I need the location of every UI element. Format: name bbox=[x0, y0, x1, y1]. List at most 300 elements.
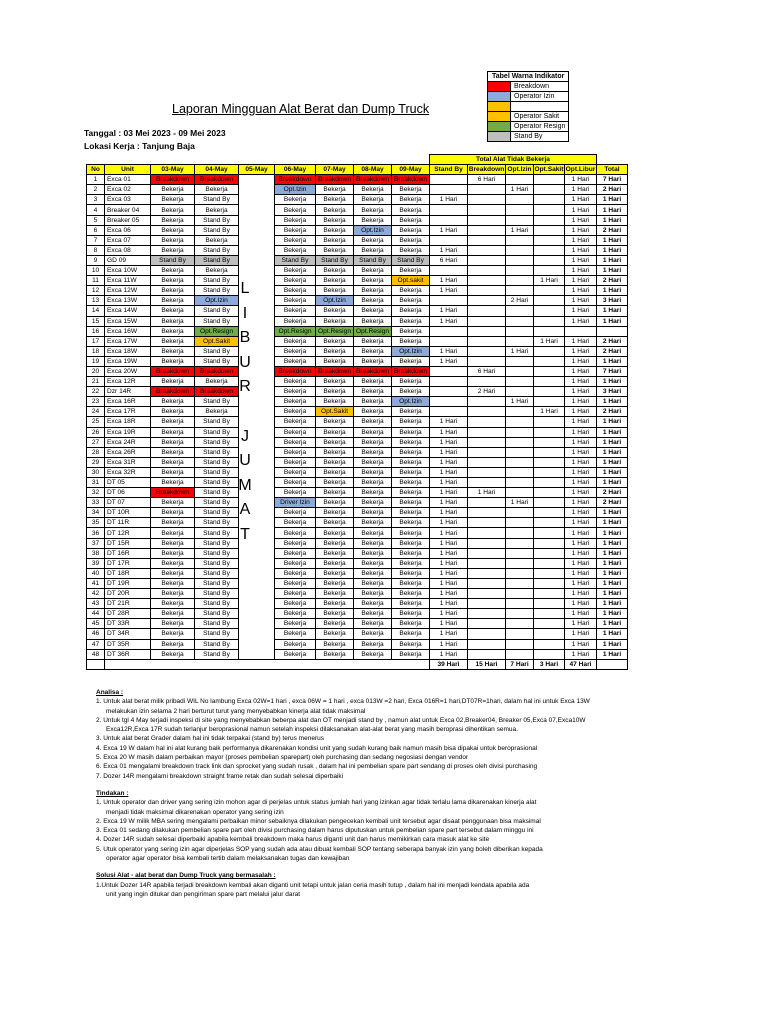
row-total: 1 Hari bbox=[597, 447, 628, 457]
opt-izin-count bbox=[506, 508, 534, 518]
libur-cell bbox=[239, 175, 275, 185]
day-status: Bekerja bbox=[354, 488, 392, 498]
row-total: 1 Hari bbox=[597, 467, 628, 477]
day-status: Bekerja bbox=[316, 457, 354, 467]
day-status: Opt.Izin bbox=[392, 346, 430, 356]
total-opt-libur: 47 Hari bbox=[565, 659, 597, 669]
day-status: Bekerja bbox=[275, 306, 316, 316]
opt-sakit-count bbox=[534, 205, 565, 215]
row-total: 1 Hari bbox=[597, 649, 628, 659]
opt-sakit-count bbox=[534, 447, 565, 457]
day-status: Bekerja bbox=[392, 649, 430, 659]
standby-count bbox=[430, 336, 468, 346]
day-status: Bekerja bbox=[316, 609, 354, 619]
breakdown-count bbox=[468, 498, 506, 508]
group-header-row bbox=[87, 155, 628, 165]
day-status: Bekerja bbox=[275, 578, 316, 588]
day-status: Bekerja bbox=[316, 467, 354, 477]
day-status: Bekerja bbox=[392, 326, 430, 336]
opt-sakit-count bbox=[534, 185, 565, 195]
column-header-row bbox=[87, 165, 628, 175]
opt-sakit-count bbox=[534, 215, 565, 225]
day-status: Bekerja bbox=[316, 336, 354, 346]
breakdown-count bbox=[468, 336, 506, 346]
standby-count: 6 Hari bbox=[430, 255, 468, 265]
opt-libur-count: 1 Hari bbox=[565, 639, 597, 649]
day-status: Bekerja bbox=[151, 195, 195, 205]
opt-izin-count bbox=[506, 457, 534, 467]
day-status: Bekerja bbox=[354, 417, 392, 427]
row-number: 21 bbox=[87, 377, 105, 387]
opt-libur-count: 1 Hari bbox=[565, 215, 597, 225]
opt-libur-count: 1 Hari bbox=[565, 195, 597, 205]
day-status: Bekerja bbox=[275, 639, 316, 649]
opt-libur-count: 1 Hari bbox=[565, 336, 597, 346]
section-gap bbox=[96, 781, 736, 789]
opt-izin-count bbox=[506, 528, 534, 538]
header-spacer bbox=[597, 155, 628, 165]
unit-name: DT 15R bbox=[105, 538, 151, 548]
standby-count bbox=[430, 205, 468, 215]
legend-swatch bbox=[488, 112, 511, 122]
opt-izin-count bbox=[506, 266, 534, 276]
row-number: 27 bbox=[87, 437, 105, 447]
row-total: 1 Hari bbox=[597, 356, 628, 366]
solusi-heading: Solusi Alat - alat berat dan Dump Truck yang bermasalah : bbox=[96, 872, 276, 880]
opt-izin-count bbox=[506, 215, 534, 225]
row-total: 1 Hari bbox=[597, 518, 628, 528]
row-total: 1 Hari bbox=[597, 599, 628, 609]
opt-izin-count bbox=[506, 488, 534, 498]
legend-row bbox=[488, 122, 569, 132]
day-status: Bekerja bbox=[151, 548, 195, 558]
day-status: Stand By bbox=[195, 306, 239, 316]
breakdown-count bbox=[468, 478, 506, 488]
table-row bbox=[87, 316, 628, 326]
libur-letter: L bbox=[240, 280, 250, 297]
table-row bbox=[87, 276, 628, 286]
opt-izin-count bbox=[506, 276, 534, 286]
breakdown-count bbox=[468, 235, 506, 245]
day-status: Bekerja bbox=[354, 205, 392, 215]
row-total: 3 Hari bbox=[597, 296, 628, 306]
day-status: Bekerja bbox=[151, 286, 195, 296]
opt-sakit-count bbox=[534, 245, 565, 255]
opt-sakit-count bbox=[534, 578, 565, 588]
day-status: Bekerja bbox=[354, 589, 392, 599]
breakdown-count bbox=[468, 195, 506, 205]
day-status: Bekerja bbox=[392, 467, 430, 477]
opt-sakit-count bbox=[534, 589, 565, 599]
tindakan-line: 2. Exca 19 W milik MBA sering mengalami perbaikan minor sebaiknya dilakukan pengecekan kembali unit tersebut agar disaat penggunaan bisa maksimal bbox=[96, 817, 541, 825]
table-row bbox=[87, 296, 628, 306]
legend-swatch bbox=[488, 92, 511, 102]
day-status: Bekerja bbox=[316, 397, 354, 407]
row-number: 39 bbox=[87, 558, 105, 568]
row-total: 1 Hari bbox=[597, 205, 628, 215]
day-status: Bekerja bbox=[151, 609, 195, 619]
opt-libur-count: 1 Hari bbox=[565, 619, 597, 629]
table-row bbox=[87, 649, 628, 659]
libur-letter: B bbox=[239, 329, 251, 347]
day-status: Opt.Sakit bbox=[316, 407, 354, 417]
opt-libur-count: 1 Hari bbox=[565, 356, 597, 366]
day-status: Bekerja bbox=[151, 346, 195, 356]
day-status: Bekerja bbox=[316, 205, 354, 215]
day-status: Breakdown bbox=[151, 175, 195, 185]
day-status: Bekerja bbox=[316, 518, 354, 528]
row-number: 25 bbox=[87, 417, 105, 427]
day-status: Bekerja bbox=[275, 205, 316, 215]
row-total: 1 Hari bbox=[597, 538, 628, 548]
day-status: Bekerja bbox=[275, 528, 316, 538]
day-status: Stand By bbox=[195, 518, 239, 528]
libur-cell bbox=[239, 558, 275, 568]
day-status: Stand By bbox=[195, 639, 239, 649]
analisa-line: melakukan izin selama 2 hari berturut turut yang menyebabkan kinerja alat tidak maksimal bbox=[106, 707, 366, 715]
table-row bbox=[87, 528, 628, 538]
total-breakdown: 15 Hari bbox=[468, 659, 506, 669]
row-total: 1 Hari bbox=[597, 316, 628, 326]
standby-count bbox=[430, 407, 468, 417]
unit-name: DT 11R bbox=[105, 518, 151, 528]
day-status: Bekerja bbox=[392, 316, 430, 326]
day-status: Bekerja bbox=[354, 235, 392, 245]
row-total: 1 Hari bbox=[597, 578, 628, 588]
day-status: Bekerja bbox=[316, 356, 354, 366]
libur-letter: U bbox=[239, 353, 251, 371]
breakdown-count bbox=[468, 589, 506, 599]
header-spacer bbox=[354, 155, 392, 165]
day-status: Bekerja bbox=[354, 639, 392, 649]
day-status: Bekerja bbox=[275, 629, 316, 639]
day-status: Opt.Izin bbox=[354, 225, 392, 235]
row-number: 43 bbox=[87, 599, 105, 609]
color-legend-table bbox=[487, 71, 569, 142]
day-status: Breakdown bbox=[195, 175, 239, 185]
opt-libur-count: 1 Hari bbox=[565, 508, 597, 518]
day-status: Bekerja bbox=[392, 619, 430, 629]
breakdown-count bbox=[468, 215, 506, 225]
day-status: Bekerja bbox=[151, 205, 195, 215]
row-total: 1 Hari bbox=[597, 245, 628, 255]
libur-cell bbox=[239, 195, 275, 205]
standby-count bbox=[430, 215, 468, 225]
table-row bbox=[87, 639, 628, 649]
day-status: Bekerja bbox=[316, 508, 354, 518]
total-opt-sakit: 3 Hari bbox=[534, 659, 565, 669]
standby-count bbox=[430, 296, 468, 306]
opt-sakit-count bbox=[534, 266, 565, 276]
analisa-line: 5. Exca 20 W masih dalam perbaikan mayor (proses pembelian sparepart) oleh purchasing dan sedang negosiasi dengan vendor bbox=[96, 754, 469, 762]
unit-name: Exca 07 bbox=[105, 235, 151, 245]
breakdown-count bbox=[468, 296, 506, 306]
standby-count: 1 Hari bbox=[430, 195, 468, 205]
day-status: Bekerja bbox=[392, 548, 430, 558]
day-status: Stand By bbox=[195, 467, 239, 477]
breakdown-count bbox=[468, 619, 506, 629]
opt-sakit-count bbox=[534, 457, 565, 467]
row-number: 15 bbox=[87, 316, 105, 326]
row-number: 36 bbox=[87, 528, 105, 538]
row-total: 1 Hari bbox=[597, 589, 628, 599]
opt-izin-count bbox=[506, 538, 534, 548]
opt-libur-count: 1 Hari bbox=[565, 296, 597, 306]
day-status: Bekerja bbox=[354, 276, 392, 286]
table-row bbox=[87, 457, 628, 467]
total-standby: 39 Hari bbox=[430, 659, 468, 669]
libur-cell bbox=[239, 629, 275, 639]
row-total: 1 Hari bbox=[597, 548, 628, 558]
tindakan-line: 4. Dozer 14R sudah selesai diperbaiki apabila kembali breakdown maka harus diganti unit dan harus memikirkan cara masuk alat ke site bbox=[96, 836, 490, 844]
day-status: Stand By bbox=[195, 447, 239, 457]
unit-name: DT 18R bbox=[105, 568, 151, 578]
day-status: Bekerja bbox=[354, 387, 392, 397]
breakdown-count bbox=[468, 427, 506, 437]
day-status: Bekerja bbox=[392, 235, 430, 245]
table-row bbox=[87, 195, 628, 205]
libur-letter: M bbox=[238, 476, 252, 494]
header-spacer bbox=[275, 155, 316, 165]
day-status: Bekerja bbox=[151, 377, 195, 387]
day-status: Bekerja bbox=[275, 508, 316, 518]
day-status: Bekerja bbox=[354, 245, 392, 255]
row-number: 29 bbox=[87, 457, 105, 467]
table-row bbox=[87, 568, 628, 578]
breakdown-count bbox=[468, 205, 506, 215]
day-status: Bekerja bbox=[316, 619, 354, 629]
row-total: 1 Hari bbox=[597, 377, 628, 387]
standby-count: 1 Hari bbox=[430, 356, 468, 366]
row-total: 2 Hari bbox=[597, 185, 628, 195]
libur-cell bbox=[239, 255, 275, 265]
day-status: Stand By bbox=[195, 255, 239, 265]
day-status: Bekerja bbox=[392, 306, 430, 316]
day-status: Stand By bbox=[195, 629, 239, 639]
unit-name: Exca 06 bbox=[105, 225, 151, 235]
breakdown-count bbox=[468, 326, 506, 336]
day-status: Bekerja bbox=[354, 568, 392, 578]
opt-izin-count bbox=[506, 518, 534, 528]
row-total: 1 Hari bbox=[597, 255, 628, 265]
solusi-line: 1.Untuk Dozer 14R apabila terjadi breakdown kembali akan diganti unit tetapi untuk jalan ceria masih tutup , dalam hal ini menjadi kendala apabila ada bbox=[96, 881, 530, 889]
row-number: 26 bbox=[87, 427, 105, 437]
libur-letter: I bbox=[242, 304, 248, 322]
row-number: 34 bbox=[87, 508, 105, 518]
day-status: Stand By bbox=[316, 255, 354, 265]
column-header: Total bbox=[597, 165, 628, 175]
table-row bbox=[87, 255, 628, 265]
day-status: Bekerja bbox=[316, 578, 354, 588]
opt-libur-count: 1 Hari bbox=[565, 558, 597, 568]
table-row bbox=[87, 578, 628, 588]
opt-sakit-count bbox=[534, 316, 565, 326]
breakdown-count bbox=[468, 266, 506, 276]
unit-name: Exca 18W bbox=[105, 346, 151, 356]
section-gap bbox=[96, 863, 736, 871]
opt-libur-count bbox=[565, 326, 597, 336]
unit-name: Exca 01 bbox=[105, 175, 151, 185]
day-status: Bekerja bbox=[275, 558, 316, 568]
row-number: 23 bbox=[87, 397, 105, 407]
day-status: Bekerja bbox=[392, 609, 430, 619]
day-status: Bekerja bbox=[392, 568, 430, 578]
row-number: 2 bbox=[87, 185, 105, 195]
opt-izin-count bbox=[506, 629, 534, 639]
day-status: Bekerja bbox=[392, 266, 430, 276]
day-status: Bekerja bbox=[316, 478, 354, 488]
tindakan-heading: Tindakan : bbox=[96, 789, 129, 797]
legend-swatch bbox=[488, 82, 511, 92]
table-row bbox=[87, 629, 628, 639]
row-number: 40 bbox=[87, 568, 105, 578]
day-status: Bekerja bbox=[316, 447, 354, 457]
row-number: 8 bbox=[87, 245, 105, 255]
day-status: Bekerja bbox=[151, 457, 195, 467]
breakdown-count bbox=[468, 407, 506, 417]
opt-sakit-count bbox=[534, 296, 565, 306]
day-status: Bekerja bbox=[392, 407, 430, 417]
day-status: Breakdown bbox=[275, 175, 316, 185]
day-status: Bekerja bbox=[275, 266, 316, 276]
table-row bbox=[87, 538, 628, 548]
row-number: 22 bbox=[87, 387, 105, 397]
breakdown-count bbox=[468, 629, 506, 639]
opt-sakit-count bbox=[534, 508, 565, 518]
opt-izin-count bbox=[506, 377, 534, 387]
day-status: Bekerja bbox=[151, 397, 195, 407]
opt-sakit-count bbox=[534, 538, 565, 548]
table-row bbox=[87, 205, 628, 215]
table-row bbox=[87, 366, 628, 376]
row-total: 3 Hari bbox=[597, 387, 628, 397]
opt-izin-count bbox=[506, 255, 534, 265]
day-status: Bekerja bbox=[392, 629, 430, 639]
unit-name: DT 17R bbox=[105, 558, 151, 568]
table-row bbox=[87, 175, 628, 185]
day-status: Bekerja bbox=[392, 387, 430, 397]
table-row bbox=[87, 215, 628, 225]
unit-name: Exca 19R bbox=[105, 427, 151, 437]
day-status: Bekerja bbox=[354, 336, 392, 346]
day-status: Bekerja bbox=[392, 578, 430, 588]
opt-izin-count bbox=[506, 578, 534, 588]
day-status: Bekerja bbox=[195, 205, 239, 215]
table-row bbox=[87, 599, 628, 609]
row-number: 38 bbox=[87, 548, 105, 558]
opt-izin-count bbox=[506, 447, 534, 457]
row-total: 1 Hari bbox=[597, 417, 628, 427]
day-status: Bekerja bbox=[316, 417, 354, 427]
table-row bbox=[87, 225, 628, 235]
libur-cell bbox=[239, 619, 275, 629]
breakdown-count bbox=[468, 356, 506, 366]
standby-count: 1 Hari bbox=[430, 528, 468, 538]
legend-swatch bbox=[488, 132, 511, 142]
column-header: 07-May bbox=[316, 165, 354, 175]
unit-name: DT 05 bbox=[105, 478, 151, 488]
day-status: Stand By bbox=[195, 538, 239, 548]
day-status: Stand By bbox=[195, 589, 239, 599]
legend-row bbox=[488, 112, 569, 122]
day-status: Stand By bbox=[195, 478, 239, 488]
tindakan-line: 1. Untuk operator dan driver yang sering izin mohon agar di perjelas untuk status jumlah hari yang izinkan agar tidak terlalu lama dikarenakan kinerja alat bbox=[96, 799, 537, 807]
libur-letter: U bbox=[239, 452, 251, 470]
day-status: Bekerja bbox=[392, 286, 430, 296]
legend-label: Breakdown bbox=[511, 82, 569, 92]
analisa-heading: Analisa : bbox=[96, 689, 124, 696]
row-total: 2 Hari bbox=[597, 488, 628, 498]
day-status: Bekerja bbox=[275, 437, 316, 447]
opt-libur-count: 1 Hari bbox=[565, 568, 597, 578]
day-status: Opt.Izin bbox=[316, 296, 354, 306]
totals-spacer bbox=[597, 659, 628, 669]
day-status: Bekerja bbox=[151, 306, 195, 316]
day-status: Bekerja bbox=[354, 467, 392, 477]
opt-izin-count bbox=[506, 356, 534, 366]
unit-name: DT 19R bbox=[105, 578, 151, 588]
day-status: Bekerja bbox=[392, 377, 430, 387]
standby-count bbox=[430, 397, 468, 407]
day-status: Stand By bbox=[195, 599, 239, 609]
day-status: Bekerja bbox=[275, 296, 316, 306]
breakdown-count bbox=[468, 276, 506, 286]
breakdown-count bbox=[468, 578, 506, 588]
opt-izin-count: 1 Hari bbox=[506, 397, 534, 407]
day-status: Bekerja bbox=[354, 518, 392, 528]
unit-name: Exca 24R bbox=[105, 437, 151, 447]
unit-name: DT 16R bbox=[105, 548, 151, 558]
day-status: Stand By bbox=[195, 498, 239, 508]
tindakan-line: operator agar operator bisa kembali tertib dalam melaksanakan tugas dan kewajiban bbox=[106, 855, 350, 863]
table-row bbox=[87, 589, 628, 599]
opt-sakit-count bbox=[534, 518, 565, 528]
day-status: Bekerja bbox=[316, 568, 354, 578]
day-status: Bekerja bbox=[275, 346, 316, 356]
opt-sakit-count bbox=[534, 619, 565, 629]
standby-count: 1 Hari bbox=[430, 538, 468, 548]
day-status: Stand By bbox=[195, 245, 239, 255]
standby-count: 1 Hari bbox=[430, 619, 468, 629]
group-header: Total Alat Tidak Bekerja bbox=[430, 155, 597, 165]
unit-name: DT 06 bbox=[105, 488, 151, 498]
breakdown-count bbox=[468, 225, 506, 235]
day-status: Bekerja bbox=[275, 538, 316, 548]
legend-swatch bbox=[488, 102, 511, 112]
column-header: 05-May bbox=[239, 165, 275, 175]
unit-name: DT 36R bbox=[105, 649, 151, 659]
opt-libur-count: 1 Hari bbox=[565, 235, 597, 245]
libur-cell bbox=[239, 266, 275, 276]
opt-izin-count: 2 Hari bbox=[506, 296, 534, 306]
day-status: Breakdown bbox=[195, 366, 239, 376]
standby-count: 1 Hari bbox=[430, 286, 468, 296]
table-row bbox=[87, 326, 628, 336]
standby-count: 1 Hari bbox=[430, 649, 468, 659]
day-status: Bekerja bbox=[316, 306, 354, 316]
opt-sakit-count bbox=[534, 286, 565, 296]
opt-izin-count bbox=[506, 366, 534, 376]
day-status: Bekerja bbox=[151, 316, 195, 326]
day-status: Stand By bbox=[195, 346, 239, 356]
table-row bbox=[87, 185, 628, 195]
standby-count: 1 Hari bbox=[430, 639, 468, 649]
table-row bbox=[87, 498, 628, 508]
opt-libur-count: 1 Hari bbox=[565, 518, 597, 528]
opt-libur-count: 1 Hari bbox=[565, 457, 597, 467]
header-spacer bbox=[105, 155, 151, 165]
unit-name: Breaker 05 bbox=[105, 215, 151, 225]
